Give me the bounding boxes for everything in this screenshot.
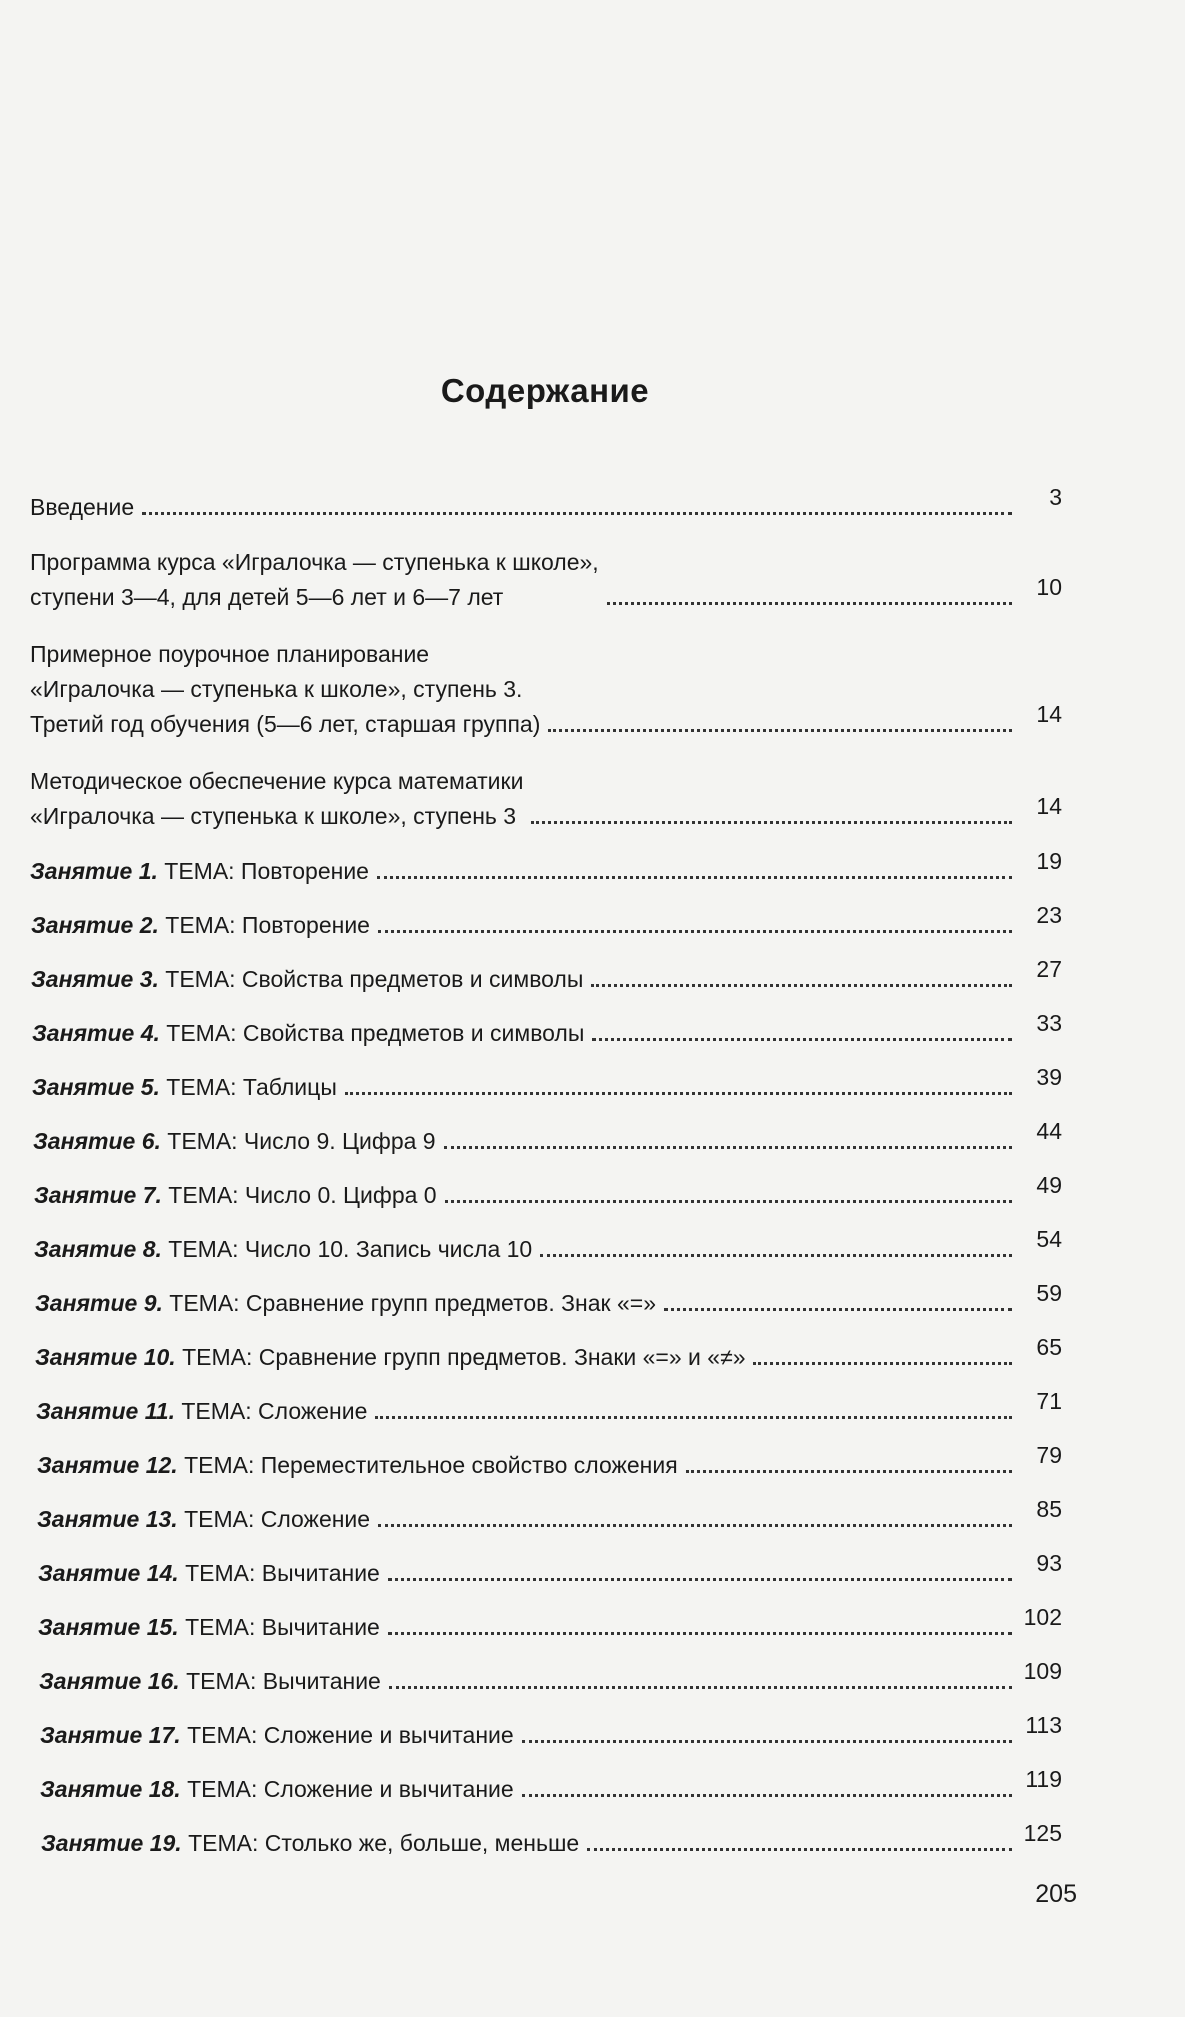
- leader-dots: [591, 982, 1012, 987]
- lesson-topic: ТЕМА: Число 0. Цифра 0: [168, 1182, 437, 1208]
- toc-entry-lesson: [30, 1118, 1062, 1159]
- lesson-label: Занятие 9.: [35, 1290, 163, 1316]
- toc-entry-program: [30, 545, 1062, 615]
- toc-entry-text: Введение: [30, 494, 135, 520]
- toc-entry-lesson: [30, 1658, 1062, 1699]
- toc-page-number: 125: [1023, 1820, 1062, 1846]
- lesson-label: Занятие 14.: [38, 1560, 179, 1586]
- toc-page-number: 27: [1036, 956, 1062, 982]
- leader-dots: [531, 819, 1012, 824]
- toc-page-number: 59: [1036, 1280, 1062, 1306]
- toc-entry-text: «Игралочка — ступенька к школе», ступень 3: [30, 803, 517, 829]
- toc-entry-text: «Игралочка — ступенька к школе», ступень 3.: [30, 676, 523, 702]
- toc-entry-lesson: [30, 1712, 1062, 1753]
- lesson-topic: ТЕМА: Повторение: [164, 858, 369, 884]
- lesson-label: Занятие 11.: [36, 1398, 175, 1424]
- lesson-label: Занятие 17.: [40, 1722, 181, 1748]
- leader-dots: [377, 874, 1012, 879]
- lesson-list: [30, 848, 1062, 1861]
- toc-entry-methodology: [30, 764, 1062, 834]
- lesson-label: Занятие 8.: [34, 1236, 162, 1262]
- leader-dots: [664, 1306, 1012, 1311]
- lesson-topic: ТЕМА: Вычитание: [185, 1614, 380, 1640]
- leader-dots: [444, 1144, 1012, 1149]
- toc-entry-text: ступени 3—4, для детей 5—6 лет и 6—7 лет: [30, 584, 504, 610]
- toc-page-number: 19: [1036, 848, 1062, 874]
- leader-dots: [142, 510, 1012, 515]
- toc-page-number: 14: [1036, 701, 1062, 727]
- toc-page-number: 93: [1036, 1550, 1062, 1576]
- lesson-label: Занятие 13.: [37, 1506, 178, 1532]
- lesson-label: Занятие 4.: [32, 1020, 160, 1046]
- lesson-topic: ТЕМА: Вычитание: [185, 1560, 380, 1586]
- leader-dots: [753, 1360, 1012, 1365]
- lesson-topic: ТЕМА: Переместительное свойство сложения: [184, 1452, 678, 1478]
- toc-entry-planning: [30, 637, 1062, 742]
- toc-entry-lesson: [30, 956, 1062, 997]
- toc-entry-introduction: [30, 484, 1062, 525]
- lesson-label: Занятие 7.: [34, 1182, 162, 1208]
- toc-entry-lesson: [30, 1280, 1062, 1321]
- toc-entry-lesson: [30, 1172, 1062, 1213]
- toc-page-number: 102: [1023, 1604, 1062, 1630]
- toc-entry-lesson: [30, 902, 1062, 943]
- lesson-topic: ТЕМА: Сложение: [181, 1398, 368, 1424]
- leader-dots: [522, 1792, 1012, 1797]
- table-of-contents: [30, 484, 1062, 1861]
- toc-entry-lesson: [30, 1550, 1062, 1591]
- toc-entry-lesson: [30, 1064, 1062, 1105]
- toc-entry-text: Методическое обеспечение курса математики: [30, 768, 524, 794]
- leader-dots: [388, 1576, 1012, 1581]
- lesson-topic: ТЕМА: Число 10. Запись числа 10: [168, 1236, 533, 1262]
- toc-page-number: 85: [1036, 1496, 1062, 1522]
- lesson-label: Занятие 19.: [41, 1830, 182, 1856]
- leader-dots: [445, 1198, 1012, 1203]
- lesson-label: Занятие 18.: [40, 1776, 181, 1802]
- lesson-label: Занятие 5.: [32, 1074, 160, 1100]
- leader-dots: [345, 1090, 1012, 1095]
- toc-entry-text: Примерное поурочное планирование: [30, 641, 430, 667]
- toc-page-number: 71: [1036, 1388, 1062, 1414]
- page-title: Содержание: [440, 372, 650, 409]
- toc-page-number: 79: [1036, 1442, 1062, 1468]
- lesson-topic: ТЕМА: Столько же, больше, меньше: [188, 1830, 580, 1856]
- lesson-topic: ТЕМА: Сложение и вычитание: [187, 1722, 514, 1748]
- leader-dots: [522, 1738, 1012, 1743]
- toc-entry-lesson: [30, 1442, 1062, 1483]
- page-number: 205: [1035, 1880, 1077, 1908]
- lesson-label: Занятие 16.: [39, 1668, 180, 1694]
- lesson-topic: ТЕМА: Свойства предметов и символы: [166, 1020, 585, 1046]
- leader-dots: [388, 1630, 1012, 1635]
- toc-entry-lesson: [30, 1226, 1062, 1267]
- lesson-label: Занятие 2.: [31, 912, 159, 938]
- lesson-topic: ТЕМА: Число 9. Цифра 9: [167, 1128, 436, 1154]
- toc-entry-lesson: [30, 1604, 1062, 1645]
- toc-entry-lesson: [30, 1766, 1062, 1807]
- toc-page-number: 33: [1036, 1010, 1062, 1036]
- leader-dots: [592, 1036, 1012, 1041]
- lesson-label: Занятие 3.: [31, 966, 159, 992]
- toc-page-number: 109: [1023, 1658, 1062, 1684]
- toc-page-number: 44: [1036, 1118, 1062, 1144]
- toc-entry-lesson: [30, 1334, 1062, 1375]
- lesson-label: Занятие 1.: [30, 858, 158, 884]
- lesson-topic: ТЕМА: Сложение и вычитание: [187, 1776, 514, 1802]
- toc-entry-lesson: [30, 848, 1062, 889]
- leader-dots: [548, 727, 1012, 732]
- toc-page-number: 10: [1036, 574, 1062, 600]
- toc-page-number: 39: [1036, 1064, 1062, 1090]
- leader-dots: [378, 928, 1012, 933]
- toc-entry-lesson: [30, 1820, 1062, 1861]
- lesson-topic: ТЕМА: Свойства предметов и символы: [165, 966, 584, 992]
- toc-page-number: 23: [1036, 902, 1062, 928]
- toc-page-number: 54: [1036, 1226, 1062, 1252]
- toc-entry-lesson: [30, 1496, 1062, 1537]
- toc-page-number: 49: [1036, 1172, 1062, 1198]
- toc-page-number: 119: [1025, 1766, 1062, 1792]
- lesson-label: Занятие 10.: [35, 1344, 176, 1370]
- leader-dots: [378, 1522, 1012, 1527]
- lesson-topic: ТЕМА: Сравнение групп предметов. Знак «=»: [169, 1290, 657, 1316]
- lesson-topic: ТЕМА: Сложение: [184, 1506, 371, 1532]
- lesson-topic: ТЕМА: Таблицы: [166, 1074, 337, 1100]
- toc-entry-text: Программа курса «Игралочка — ступенька к школе»,: [30, 549, 599, 575]
- leader-dots: [686, 1468, 1012, 1473]
- leader-dots: [587, 1846, 1012, 1851]
- leader-dots: [607, 600, 1012, 605]
- lesson-label: Занятие 15.: [38, 1614, 179, 1640]
- toc-entry-lesson: [30, 1010, 1062, 1051]
- leader-dots: [540, 1252, 1012, 1257]
- lesson-topic: ТЕМА: Повторение: [165, 912, 370, 938]
- lesson-label: Занятие 12.: [37, 1452, 178, 1478]
- toc-entry-lesson: [30, 1388, 1062, 1429]
- toc-entry-text: Третий год обучения (5—6 лет, старшая группа): [30, 711, 541, 737]
- toc-page-number: 3: [1049, 484, 1062, 510]
- lesson-label: Занятие 6.: [33, 1128, 161, 1154]
- toc-page-number: 113: [1025, 1712, 1062, 1738]
- leader-dots: [389, 1684, 1012, 1689]
- leader-dots: [375, 1414, 1012, 1419]
- lesson-topic: ТЕМА: Сравнение групп предметов. Знаки «=» и «≠»: [182, 1344, 746, 1370]
- toc-page-number: 65: [1036, 1334, 1062, 1360]
- toc-page-number: 14: [1036, 793, 1062, 819]
- lesson-topic: ТЕМА: Вычитание: [186, 1668, 381, 1694]
